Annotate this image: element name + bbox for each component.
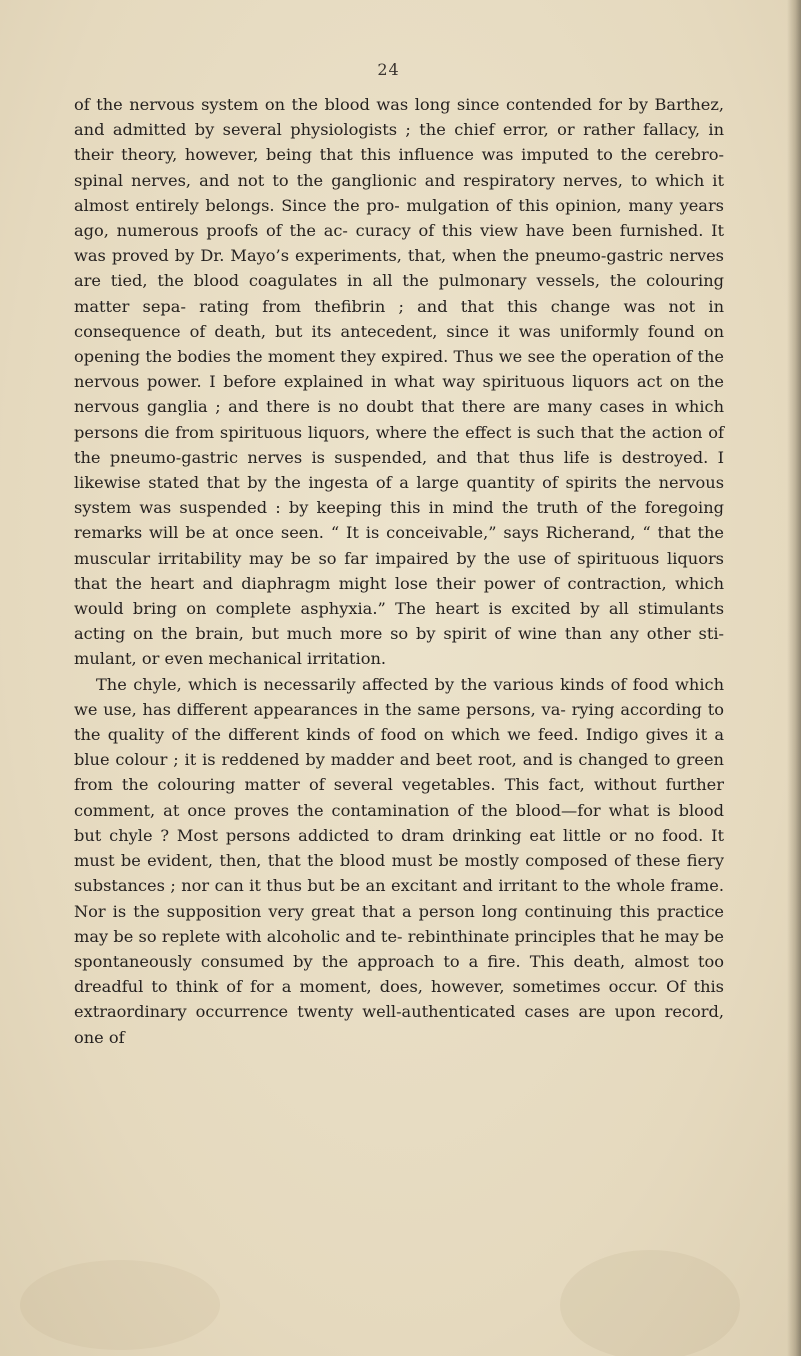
paragraph: of the nervous system on the blood was long since contended for by Barthez, and admitted by several physiologists ; the chief error, or rather fallacy, in their theory, however, being that this influence was imputed to the cerebro-spinal nerves, and not to the ganglionic and respiratory nerves, to which it almost entirely belongs. Since the pro- mulgation of this opinion, many years ago, numerous proofs of the ac- curacy of this view have been furnished. It was proved by Dr. Mayo’s experiments, that, when the pneumo-gastric nerves are tied, the blood coagulates in all the pulmonary vessels, the colouring matter sepa- rating from thefibrin ; and that this change was not in consequence of death, but its antecedent, since it was uniformly found on opening the bodies the moment they expired. Thus we see the operation of the nervous power. I before explained in what way spirituous liquors act on the nervous ganglia ; and there is no doubt that there are many cases in which persons die from spirituous liquors, where the effect is such that the action of the pneumo-gastric nerves is suspended, and that thus life is destroyed. I likewise stated that by the ingesta of a large quantity of spirits the nervous system was suspended : by keeping this in mind the truth of the foregoing remarks will be at once seen. “ It is conceivable,” says Richerand, “ that the muscular irritability may be so far impaired by the use of spirituous liquors that the heart and diaphragm might lose their power of contraction, which would bring on complete asphyxia.” The heart is excited by all stimulants acting on the brain, but much more so by spirit of wine than any other sti- mulant, or even mechanical irritation. bbox=[74, 95, 724, 669]
body-text bbox=[74, 92, 724, 1050]
paragraph: The chyle, which is necessarily affected by the various kinds of food which we use, has different appearances in the same persons, va- rying according to the quality of the different kinds of food on which we feed. Indigo gives it a blue colour ; it is reddened by madder and beet root, and is changed to green from the colouring matter of several vegetables. This fact, without further comment, at once proves the contamination of the blood—for what is blood but chyle ? Most persons addicted to dram drinking eat little or no food. It must be evident, then, that the blood must be mostly composed of these fiery substances ; nor can it thus but be an excitant and irritant to the whole frame. Nor is the supposition very great that a person long continuing this practice may be so replete with alcoholic and te- rebinthinate principles that he may be spontaneously consumed by the approach to a fire. This death, almost too dreadful to think of for a moment, does, however, sometimes occur. Of this extraordinary occurrence twenty well-authenticated cases are upon record, one of bbox=[74, 674, 724, 1047]
paper-stain bbox=[20, 1260, 220, 1350]
page-edge-shadow bbox=[787, 0, 801, 1356]
page-number: 24 bbox=[377, 60, 400, 79]
paper-stain bbox=[560, 1250, 740, 1356]
